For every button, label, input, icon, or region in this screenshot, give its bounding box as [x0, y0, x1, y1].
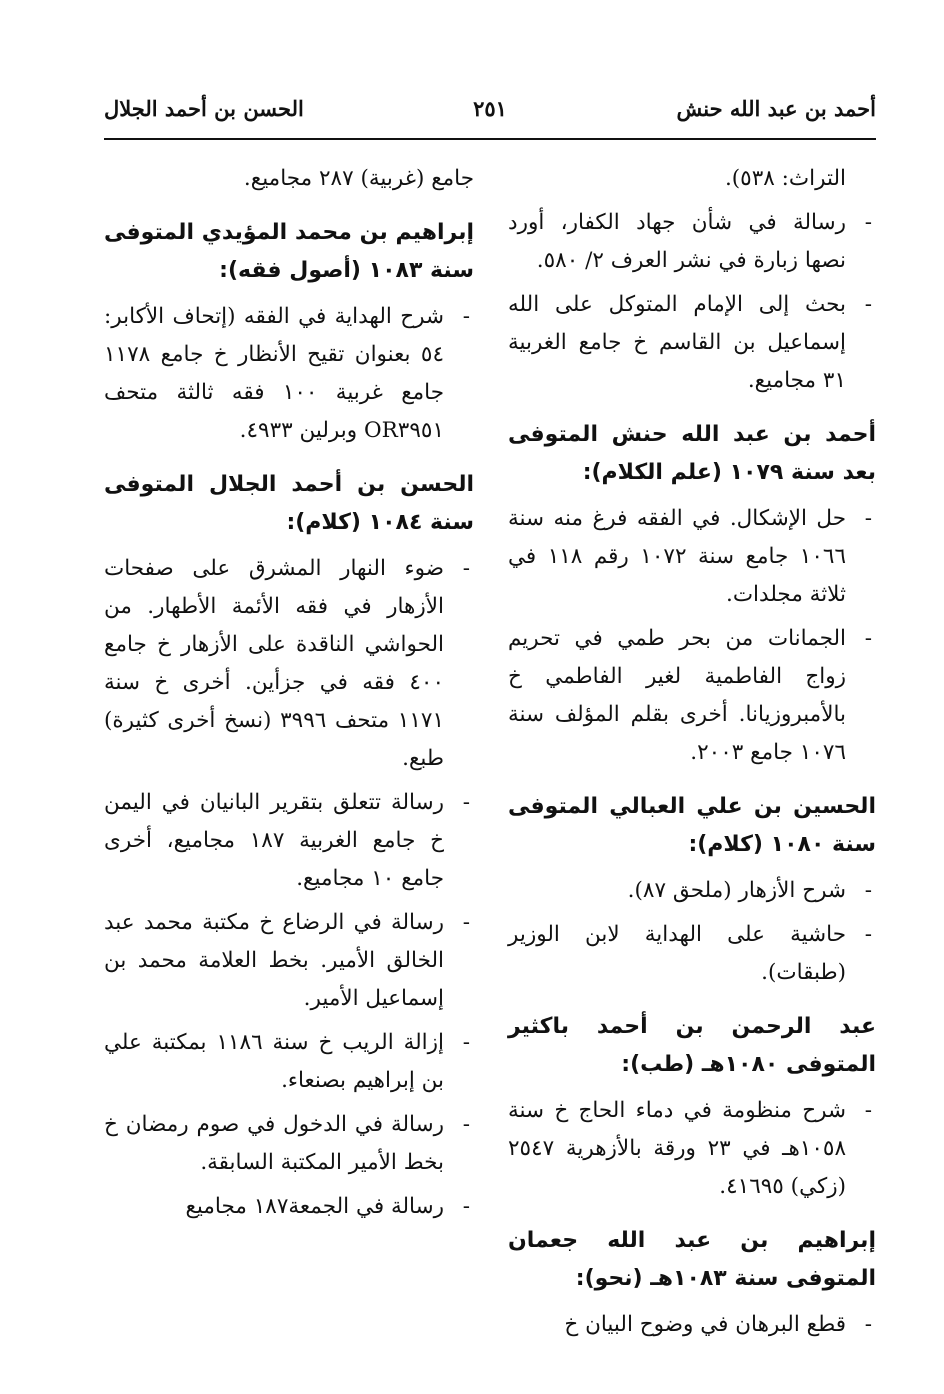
bullet-dash: -	[462, 1030, 470, 1055]
list-item	[508, 500, 876, 614]
list-item	[104, 1188, 474, 1226]
list-item	[508, 872, 876, 910]
running-header	[104, 96, 876, 136]
bullet-dash: -	[462, 790, 470, 815]
list-item	[104, 1024, 474, 1100]
bullet-dash: -	[864, 292, 872, 317]
list-item	[508, 1306, 876, 1344]
list-item	[508, 620, 876, 772]
bullet-dash: -	[864, 922, 872, 947]
list-item-text: شرح منظومة في دماء الحاج خ سنة ١٠٥٨هـ في ٢٣ ورقة بالأزهرية ٢٥٤٧ (زكي) ٤١٦٩٥.	[508, 1098, 846, 1199]
header-left-title: الحسن بن أحمد الجلال	[104, 96, 304, 121]
list-item-text: حل الإشكال. في الفقه فرغ منه سنة ١٠٦٦ جامع سنة ١٠٧٢ رقم ١١٨ في ثلاثة مجلدات.	[508, 506, 846, 607]
list-item-text: رسالة في الجمعة١٨٧ مجاميع	[185, 1194, 444, 1219]
list-item-text: رسالة في الرضاع خ مكتبة محمد عبد الخالق الأمير. بخط العلامة محمد بن إسماعيل الأمير.	[104, 910, 444, 1011]
header-rule	[104, 138, 876, 140]
bullet-dash: -	[462, 910, 470, 935]
section-heading: عبد الرحمن بن أحمد باكثير المتوفى ١٠٨٠هـ (طب):	[508, 1014, 876, 1077]
bullet-dash: -	[864, 506, 872, 531]
continuation-text: التراث: ٥٣٨).	[724, 166, 846, 191]
section-heading: أحمد بن عبد الله حنش المتوفى بعد سنة ١٠٧٩ (علم الكلام):	[508, 422, 876, 485]
list-item	[104, 1106, 474, 1182]
section-heading: إبراهيم بن عبد الله جعمان المتوفى سنة ١٠٨٣هـ (نحو):	[508, 1228, 876, 1291]
right-column	[508, 160, 876, 1350]
list-item-text: شرح الهداية في الفقه (إتحاف الأكابر: ٥٤ بعنوان تقيح الأنظار خ جامع ١١٧٨ جامع غربية ١٠٠ فقه ثالثة متحف OR٣٩٥١ وبرلين ٤٩٣٣.	[104, 304, 444, 443]
list-item-text: الجمانات من بحر طمي في تحريم زواج الفاطمية لغير الفاطمي خ بالأمبروزيانا. أخرى بقلم المؤلف سنة ١٠٧٦ جامع ٢٠٠٣.	[508, 626, 846, 765]
header-right-title: أحمد بن عبد الله حنش	[676, 96, 876, 121]
bullet-dash: -	[462, 556, 470, 581]
list-item	[104, 904, 474, 1018]
bullet-dash: -	[864, 210, 872, 235]
bullet-dash: -	[864, 878, 872, 903]
list-item	[104, 784, 474, 898]
bullet-dash: -	[864, 1312, 872, 1337]
section-heading: إبراهيم بن محمد المؤيدي المتوفى سنة ١٠٨٣ (أصول فقه):	[104, 220, 474, 283]
list-item	[508, 204, 876, 280]
list-item-text: قطع البرهان في وضوح البيان خ	[564, 1312, 846, 1337]
page-number: ٢٥١	[473, 96, 507, 121]
section-heading: الحسن بن أحمد الجلال المتوفى سنة ١٠٨٤ (كلام):	[104, 472, 474, 535]
list-item-text: رسالة تتعلق بتقرير البانيان في اليمن خ جامع الغربية ١٨٧ مجاميع، أخرى جامع ١٠ مجاميع.	[104, 790, 444, 891]
bullet-dash: -	[462, 1194, 470, 1219]
list-item	[508, 916, 876, 992]
list-item-text: إزالة الريب خ سنة ١١٨٦ بمكتبة علي بن إبراهيم بصنعاء.	[104, 1030, 444, 1093]
list-item-text: حاشية على الهداية لابن الوزير (طبقات).	[508, 922, 846, 985]
section-heading: الحسين بن علي العبالي المتوفى سنة ١٠٨٠ (كلام):	[508, 794, 876, 857]
bullet-dash: -	[462, 304, 470, 329]
continuation-text: جامع (غربية) ٢٨٧ مجاميع.	[243, 166, 474, 191]
list-item	[508, 1092, 876, 1206]
list-item-text: بحث إلى الإمام المتوكل على الله إسماعيل بن القاسم خ جامع الغربية ٣١ مجاميع.	[508, 292, 846, 393]
bullet-dash: -	[462, 1112, 470, 1137]
list-item-text: رسالة في الدخول في صوم رمضان خ بخط الأمير المكتبة السابقة.	[104, 1112, 444, 1175]
list-item	[508, 286, 876, 400]
list-item-text: ضوء النهار المشرق على صفحات الأزهار في فقه الأئمة الأطهار. من الحواشي الناقدة على الأزهار خ جامع ٤٠٠ فقه في جزأين. أخرى خ سنة ١١٧١ متحف ٣٩٩٦ (نسخ أخرى كثيرة) طبع.	[104, 556, 444, 771]
left-column	[104, 160, 474, 1232]
bullet-dash: -	[864, 1098, 872, 1123]
list-item	[104, 550, 474, 778]
list-item-text: شرح الأزهار (ملحق ٨٧).	[627, 878, 846, 903]
list-item	[104, 298, 474, 450]
bullet-dash: -	[864, 626, 872, 651]
list-item-text: رسالة في شأن جهاد الكفار، أورد نصها زبارة في نشر العرف ٢/ ٥٨٠.	[508, 210, 846, 273]
